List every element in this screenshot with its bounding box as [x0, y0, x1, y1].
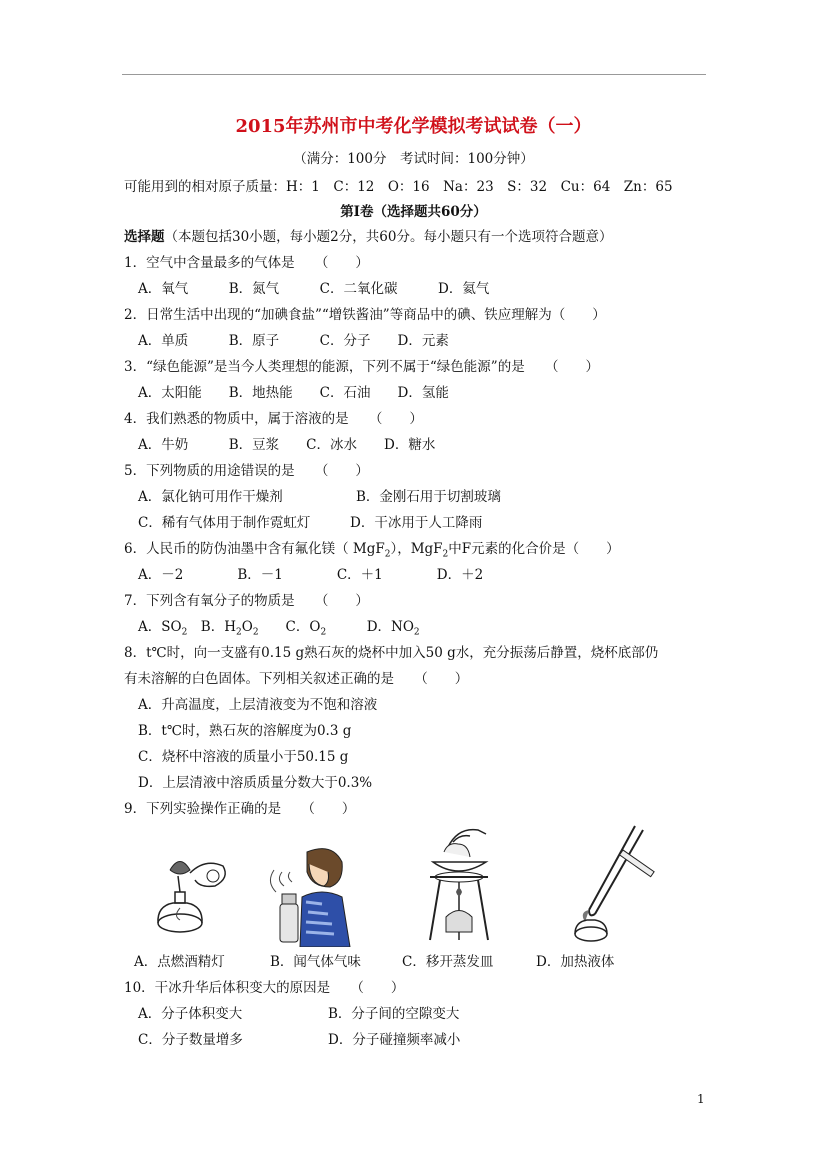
q7-sub: 2: [236, 627, 242, 638]
q9-stem: 9．下列实验操作正确的是 （ ）: [124, 801, 356, 817]
q2-options: A．单质 B．原子 C．分子 D．元素: [138, 333, 449, 349]
section-intro: [124, 225, 612, 245]
q7-options: [138, 615, 420, 638]
q9-caption-d: D．加热液体: [536, 954, 615, 970]
q1-stem: 1．空气中含量最多的气体是 （ ）: [124, 255, 369, 271]
exam-subtitle: （满分：100分 考试时间：100分钟）: [293, 151, 534, 167]
q6-subscript: 2: [384, 549, 391, 560]
q4-stem: 4．我们熟悉的物质中，属于溶液的是 （ ）: [124, 411, 423, 427]
q5-option-d: D．干冰用于人工降雨: [350, 515, 483, 531]
q3-stem: 3．“绿色能源”是当今人类理想的能源，下列不属于“绿色能源”的是 （ ）: [124, 359, 599, 375]
q10-option-d: D．分子碰撞频率减小: [328, 1032, 461, 1048]
q8-stem-line2: 有未溶解的白色固体。下列相关叙述正确的是 （ ）: [124, 671, 469, 687]
q6-stem-part: ），MgF: [390, 541, 443, 557]
atomic-masses: 可能用到的相对原子质量：H：1 C：12 O：16 Na：23 S：32 Cu：64 Zn：65: [124, 179, 673, 195]
heating-liquid-figure: [565, 822, 665, 944]
q7-sub: 2: [320, 627, 327, 638]
alcohol-lamp-lighting-figure: [145, 848, 235, 943]
q4-options: A．牛奶 B．豆浆 C．冰水 D．糖水: [138, 437, 436, 453]
q10-option-b: B．分子间的空隙变大: [328, 1006, 460, 1022]
q7-sub: 2: [413, 627, 420, 638]
q7-opt: A．SO: [138, 619, 182, 635]
q5-option-a: A．氯化钠可用作干燥剂: [138, 489, 283, 505]
q7-sub: 2: [252, 627, 259, 638]
q3-options: A．太阳能 B．地热能 C．石油 D．氢能: [138, 385, 449, 401]
q10-option-c: C．分子数量增多: [138, 1032, 243, 1048]
header-rule: [122, 74, 706, 75]
q5-option-b: B．金刚石用于切割玻璃: [356, 489, 501, 505]
q8-option-a: A．升高温度，上层清液变为不饱和溶液: [138, 697, 378, 713]
q6-stem-part: 6．人民币的防伪油墨中含有氟化镁（ MgF: [124, 541, 385, 557]
q7-stem: 7．下列含有氧分子的物质是 （ ）: [124, 593, 369, 609]
intro-bold: 选择题: [124, 229, 165, 245]
q9-caption-b: B．闻气体气味: [270, 954, 361, 970]
q7-sub: 2: [181, 627, 188, 638]
q6-subscript: 2: [442, 549, 449, 560]
q5-stem: 5．下列物质的用途错误的是 （ ）: [124, 463, 369, 479]
q10-option-a: A．分子体积变大: [138, 1006, 243, 1022]
q9-caption-a: A．点燃酒精灯: [134, 954, 225, 970]
q7-opt: D．NO: [326, 619, 414, 635]
q1-options: A．氧气 B．氮气 C．二氧化碳 D．氦气: [138, 281, 490, 297]
q5-option-c: C．稀有气体用于制作霓虹灯: [138, 515, 311, 531]
q8-option-b: B．t℃时，熟石灰的溶解度为0.3 g: [138, 723, 352, 739]
q8-stem-line1: 8．t℃时，向一支盛有0.15 g熟石灰的烧杯中加入50 g水，充分振荡后静置，烧杯底部仍: [124, 645, 659, 661]
evaporating-dish-figure: [418, 822, 498, 944]
q7-opt: C．O: [258, 619, 321, 635]
q8-option-d: D．上层清液中溶质质量分数大于0.3%: [138, 775, 373, 791]
q10-stem: 10．干冰升华后体积变大的原因是 （ ）: [124, 980, 405, 996]
smell-gas-figure: [262, 842, 357, 947]
intro-text: （本题包括30小题，每小题2分，共60分。每小题只有一个选项符合题意）: [164, 229, 613, 245]
q6-stem-part: 中F元素的化合价是（ ）: [448, 541, 620, 557]
q2-stem: 2．日常生活中出现的“加碘食盐”“增铁酱油”等商品中的碘、铁应理解为（ ）: [124, 307, 606, 323]
q8-option-c: C．烧杯中溶液的质量小于50.15 g: [138, 749, 349, 765]
q7-opt: B．H: [187, 619, 237, 635]
q9-caption-c: C．移开蒸发皿: [402, 954, 494, 970]
section-title: 第Ⅰ卷（选择题共60分）: [340, 204, 487, 220]
exam-title: 2015年苏州市中考化学模拟考试试卷（一）: [235, 116, 592, 137]
q7-opt: O: [241, 619, 253, 635]
q6-options: A．－2 B．－1 C．＋1 D．＋2: [138, 567, 484, 583]
q6-stem: [124, 537, 620, 560]
page-number: 1: [697, 1092, 705, 1106]
